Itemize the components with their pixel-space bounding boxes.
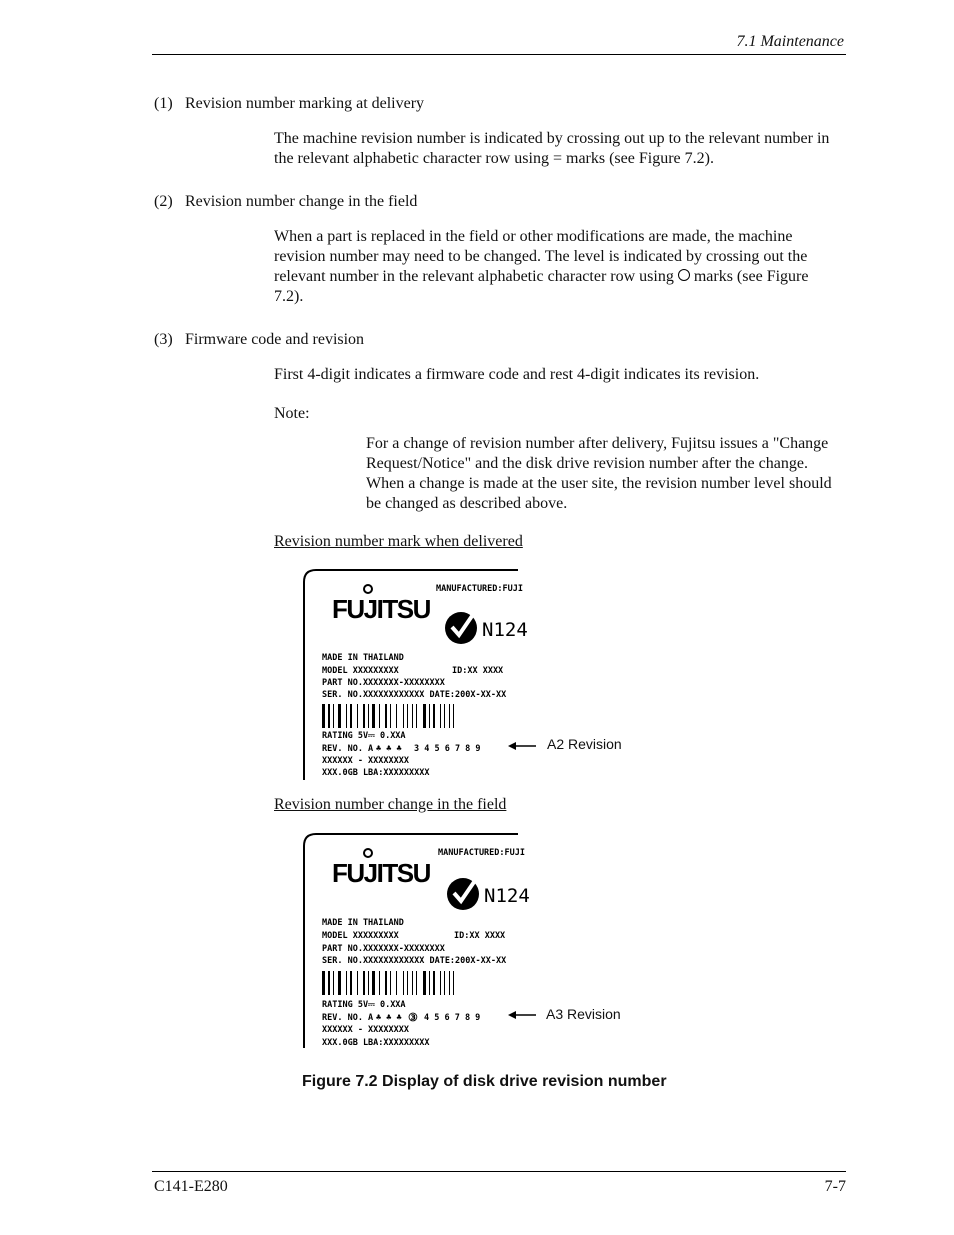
brand-text: FUJITSU — [332, 858, 430, 888]
item-1-heading — [154, 95, 424, 113]
item-2-number: (2) — [154, 193, 173, 210]
callout-arrow-icon — [508, 740, 538, 752]
item-2-text-a: When a part is replaced in the field or other modifications are made, the machine revision number may need to be changed. The level is indicated by crossing out the relevant number in the relevant alphabetic character row using — [274, 228, 808, 285]
note-label: Note: — [274, 405, 310, 422]
running-header: 7.1 Maintenance — [736, 33, 844, 50]
callout-a3: A3 Revision — [546, 1006, 621, 1022]
figure-label-field: Revision number change in the field — [274, 796, 507, 813]
brand-text: FUJITSU — [332, 594, 430, 624]
ser-no-text: SER. NO.XXXXXXXXXXXX DATE:200X-XX-XX — [322, 690, 507, 700]
made-in-text: MADE IN THAILAND — [322, 918, 404, 928]
manufactured-text: MANUFACTURED:FUJI — [436, 584, 523, 594]
callout-arrow-icon — [508, 1009, 538, 1021]
item-2-text — [274, 227, 834, 307]
item-1-text: The machine revision number is indicated by crossing out up to the relevant number in the relevant alphabetic character row using = marks (see Figure 7.2). — [274, 130, 830, 167]
label-line-b: XXX.0GB LBA:XXXXXXXXX — [322, 1038, 430, 1048]
rev-marks-text: ♣ ♣ ♣ — [376, 1013, 402, 1023]
barcode-graphic — [322, 971, 454, 995]
model-text: MODEL XXXXXXXXX — [322, 931, 399, 941]
label-line-a: XXXXXX - XXXXXXXX — [322, 1025, 409, 1035]
rev-marks-text: ♣ ♣ ♣ — [376, 744, 402, 754]
circle-mark-icon — [678, 269, 690, 281]
figure-label-delivered: Revision number mark when delivered — [274, 533, 523, 550]
header-rule — [152, 54, 846, 55]
model-text: MODEL XXXXXXXXX — [322, 666, 399, 676]
label-line-a: XXXXXX - XXXXXXXX — [322, 756, 409, 766]
cert-number: N124 — [484, 885, 530, 907]
part-no-text: PART NO.XXXXXXX-XXXXXXXX — [322, 944, 445, 954]
drive-label-field — [302, 832, 530, 1048]
rev-digits-text: 4 5 6 7 8 9 — [424, 1013, 481, 1023]
item-3-title: Firmware code and revision — [185, 331, 365, 348]
rating-text: RATING 5V⎓ 0.XXA — [322, 1000, 406, 1010]
drive-label-delivered — [302, 568, 528, 780]
rev-prefix-text: REV. NO. A — [322, 1013, 374, 1023]
item-1-number: (1) — [154, 95, 173, 112]
item-3-number: (3) — [154, 331, 173, 348]
rev-digits-text: 3 4 5 6 7 8 9 — [414, 744, 481, 754]
footer-doc-id: C141-E280 — [154, 1178, 228, 1195]
note-text: For a change of revision number after delivery, Fujitsu issues a "Change Request/Notice" and the disk drive revision number after the change. When a change is made at the user site, the revision number level should be changed as described above. — [366, 435, 832, 512]
item-3-text: First 4-digit indicates a firmware code and rest 4-digit indicates its revision. — [274, 366, 760, 383]
cert-number: N124 — [482, 619, 528, 641]
fujitsu-logo-icon — [364, 849, 372, 857]
footer-rule — [152, 1171, 846, 1172]
id-text: ID:XX XXXX — [454, 931, 506, 941]
item-3-heading — [154, 331, 364, 349]
label-line-b: XXX.0GB LBA:XXXXXXXXX — [322, 768, 430, 778]
item-2-text-b: marks (see Figure 7.2). — [274, 268, 809, 305]
rev-prefix-text: REV. NO. A — [322, 744, 374, 754]
item-1-title: Revision number marking at delivery — [185, 95, 425, 112]
part-no-text: PART NO.XXXXXXX-XXXXXXXX — [322, 678, 445, 688]
fujitsu-logo-icon — [364, 585, 372, 593]
manufactured-text: MANUFACTURED:FUJI — [438, 848, 525, 858]
ser-no-text: SER. NO.XXXXXXXXXXXX DATE:200X-XX-XX — [322, 956, 507, 966]
footer-page-number: 7-7 — [824, 1178, 846, 1195]
figure-caption: Figure 7.2 Display of disk drive revision number — [302, 1073, 667, 1090]
item-2-title: Revision number change in the field — [185, 193, 418, 210]
id-text: ID:XX XXXX — [452, 666, 504, 676]
rev-circled-mark: ③ — [408, 1011, 418, 1024]
item-2-heading — [154, 193, 417, 211]
compliance-check-icon — [445, 612, 477, 644]
barcode-graphic — [322, 704, 454, 728]
compliance-check-icon — [447, 878, 479, 910]
callout-a2: A2 Revision — [547, 736, 622, 752]
made-in-text: MADE IN THAILAND — [322, 653, 404, 663]
rating-text: RATING 5V⎓ 0.XXA — [322, 731, 406, 741]
